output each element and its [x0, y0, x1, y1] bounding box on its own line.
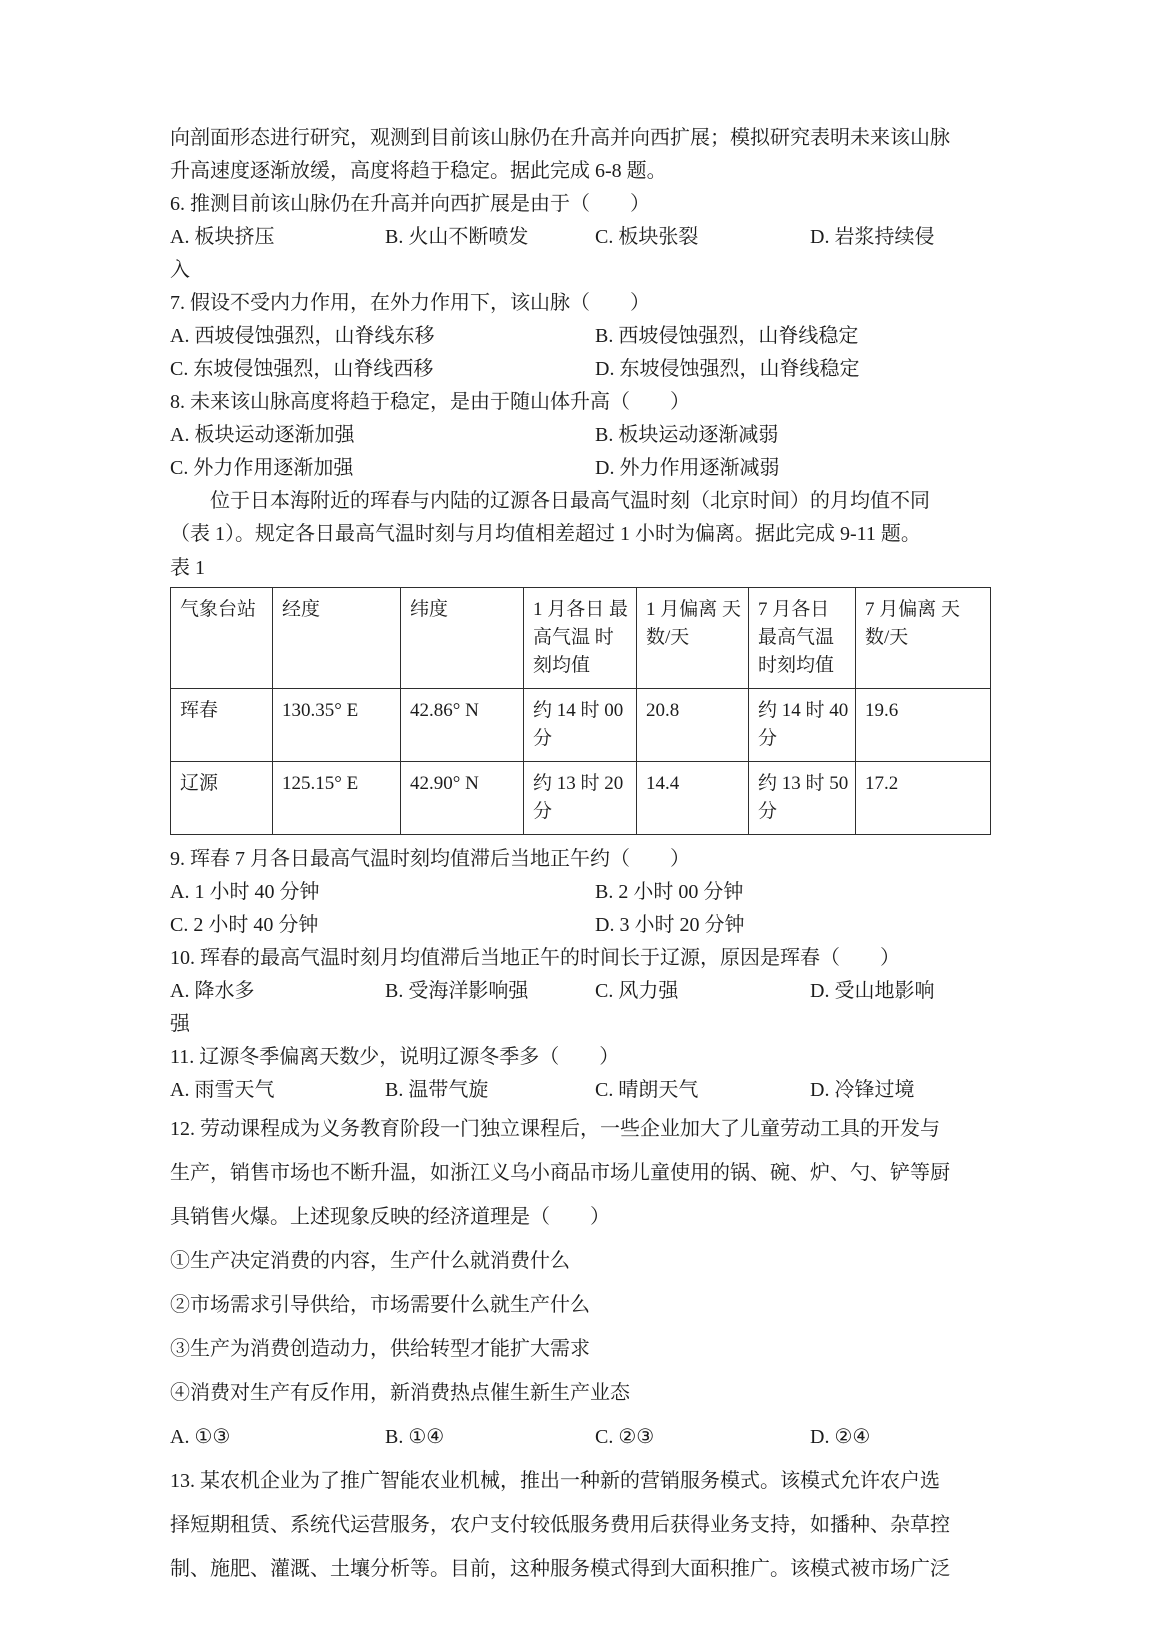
table-1-header-jul-deviation: 7 月偏离 天数/天 [856, 588, 991, 689]
question-12-line-3: 具销售火爆。上述现象反映的经济道理是（ ） [170, 1206, 610, 1228]
table-1-cell: 约 14 时 00 分 [524, 689, 637, 762]
table-1-cell: 42.86° N [401, 689, 524, 762]
table-1 [170, 587, 991, 835]
question-11-option-a: A. 雨雪天气 [170, 1079, 275, 1101]
question-9-option-b: B. 2 小时 00 分钟 [595, 881, 744, 903]
question-7-stem: 7. 假设不受内力作用，在外力作用下，该山脉（ ） [170, 292, 650, 314]
question-10-option-b: B. 受海洋影响强 [385, 980, 529, 1002]
question-7-options-row-1 [170, 320, 992, 353]
question-6-option-b: B. 火山不断喷发 [385, 226, 529, 248]
table-1-header-row [171, 588, 991, 689]
page-content [170, 122, 992, 1591]
question-10-stem: 10. 珲春的最高气温时刻月均值滞后当地正午的时间长于辽源，原因是珲春（ ） [170, 947, 900, 969]
table-1-cell: 珲春 [171, 689, 273, 762]
question-6-option-d: D. 岩浆持续侵 [810, 226, 935, 248]
question-7-option-c: C. 东坡侵蚀强烈，山脊线西移 [170, 358, 434, 380]
question-11-option-b: B. 温带气旋 [385, 1079, 489, 1101]
question-12-option-d: D. ②④ [810, 1426, 871, 1448]
question-9-option-c: C. 2 小时 40 分钟 [170, 914, 319, 936]
table-1-header-latitude: 纬度 [401, 588, 524, 689]
question-7-option-b: B. 西坡侵蚀强烈，山脊线稳定 [595, 325, 859, 347]
question-8-option-b: B. 板块运动逐渐减弱 [595, 424, 779, 446]
question-12-item-2: ②市场需求引导供给，市场需要什么就生产什么 [170, 1294, 590, 1316]
table-1-cell: 约 14 时 40 分 [749, 689, 856, 762]
table-1-header-jan-deviation: 1 月偏离 天数/天 [637, 588, 749, 689]
question-12-line-2: 生产，销售市场也不断升温，如浙江义乌小商品市场儿童使用的锅、碗、炉、勺、铲等厨 [170, 1162, 950, 1184]
question-6-option-d-wrap: 入 [170, 259, 190, 281]
table-1-header-longitude: 经度 [273, 588, 401, 689]
question-12-option-a: A. ①③ [170, 1426, 231, 1448]
question-9-stem: 9. 珲春 7 月各日最高气温时刻均值滞后当地正午约（ ） [170, 848, 690, 870]
table-1-cell: 20.8 [637, 689, 749, 762]
question-12-option-c: C. ②③ [595, 1426, 655, 1448]
intro-line-2: 升高速度逐渐放缓，高度将趋于稳定。据此完成 6-8 题。 [170, 160, 667, 182]
question-8-options-row-2 [170, 452, 992, 485]
table-1-header-jul-time: 7 月各日 最高气温 时刻均值 [749, 588, 856, 689]
table-1-cell: 130.35° E [273, 689, 401, 762]
table-1-cell: 17.2 [856, 762, 991, 835]
table-1-header-jan-time: 1 月各日 最高气温 时刻均值 [524, 588, 637, 689]
table-1-header-station: 气象台站 [171, 588, 273, 689]
question-6-options [170, 221, 992, 254]
question-13-line-1: 13. 某农机企业为了推广智能农业机械，推出一种新的营销服务模式。该模式允许农户选 [170, 1470, 940, 1492]
table-1-cell: 42.90° N [401, 762, 524, 835]
question-12-option-b: B. ①④ [385, 1426, 445, 1448]
question-12-item-3: ③生产为消费创造动力，供给转型才能扩大需求 [170, 1338, 590, 1360]
question-9-options-row-2 [170, 909, 992, 942]
question-9-options-row-1 [170, 876, 992, 909]
question-12-options [170, 1415, 992, 1459]
table-1-cell: 125.15° E [273, 762, 401, 835]
question-10-options [170, 975, 992, 1008]
question-11-option-c: C. 晴朗天气 [595, 1079, 699, 1101]
question-6-option-c: C. 板块张裂 [595, 226, 699, 248]
question-7-options-row-2 [170, 353, 992, 386]
question-8-option-a: A. 板块运动逐渐加强 [170, 424, 355, 446]
question-12-line-1: 12. 劳动课程成为义务教育阶段一门独立课程后，一些企业加大了儿童劳动工具的开发与 [170, 1118, 940, 1140]
question-13-line-3: 制、施肥、灌溉、土壤分析等。目前，这种服务模式得到大面积推广。该模式被市场广泛 [170, 1558, 950, 1580]
question-10-option-d: D. 受山地影响 [810, 980, 935, 1002]
table-1-row-liaoyuan [171, 762, 991, 835]
intro-line-1: 向剖面形态进行研究，观测到目前该山脉仍在升高并向西扩展；模拟研究表明未来该山脉 [170, 127, 950, 149]
passage-9-11-line-2: （表 1）。规定各日最高气温时刻与月均值相差超过 1 小时为偏离。据此完成 9-11 题。 [170, 523, 921, 545]
question-7-option-a: A. 西坡侵蚀强烈，山脊线东移 [170, 325, 435, 347]
section-12-13 [170, 1107, 992, 1591]
question-10-option-a: A. 降水多 [170, 980, 255, 1002]
question-11-options [170, 1074, 992, 1107]
question-6-option-a: A. 板块挤压 [170, 226, 275, 248]
passage-9-11-line-1: 位于日本海附近的珲春与内陆的辽源各日最高气温时刻（北京时间）的月均值不同 [210, 490, 930, 512]
question-13-line-2: 择短期租赁、系统代运营服务，农户支付较低服务费用后获得业务支持，如播种、杂草控 [170, 1514, 950, 1536]
question-9-option-d: D. 3 小时 20 分钟 [595, 914, 745, 936]
question-12-item-4: ④消费对生产有反作用，新消费热点催生新生产业态 [170, 1382, 630, 1404]
question-8-option-c: C. 外力作用逐渐加强 [170, 457, 354, 479]
table-1-cell: 19.6 [856, 689, 991, 762]
table-1-caption: 表 1 [170, 557, 205, 579]
question-6-stem: 6. 推测目前该山脉仍在升高并向西扩展是由于（ ） [170, 193, 650, 215]
question-9-option-a: A. 1 小时 40 分钟 [170, 881, 320, 903]
table-1-cell: 辽源 [171, 762, 273, 835]
question-8-options-row-1 [170, 419, 992, 452]
question-11-stem: 11. 辽源冬季偏离天数少，说明辽源冬季多（ ） [170, 1046, 620, 1068]
question-10-option-c: C. 风力强 [595, 980, 679, 1002]
question-8-stem: 8. 未来该山脉高度将趋于稳定，是由于随山体升高（ ） [170, 391, 690, 413]
question-11-option-d: D. 冷锋过境 [810, 1079, 915, 1101]
question-7-option-d: D. 东坡侵蚀强烈，山脊线稳定 [595, 358, 860, 380]
table-1-cell: 14.4 [637, 762, 749, 835]
table-1-cell: 约 13 时 20 分 [524, 762, 637, 835]
table-1-row-hunchun [171, 689, 991, 762]
table-1-cell: 约 13 时 50 分 [749, 762, 856, 835]
question-12-item-1: ①生产决定消费的内容，生产什么就消费什么 [170, 1250, 570, 1272]
question-10-option-d-wrap: 强 [170, 1013, 190, 1035]
question-8-option-d: D. 外力作用逐渐减弱 [595, 457, 780, 479]
